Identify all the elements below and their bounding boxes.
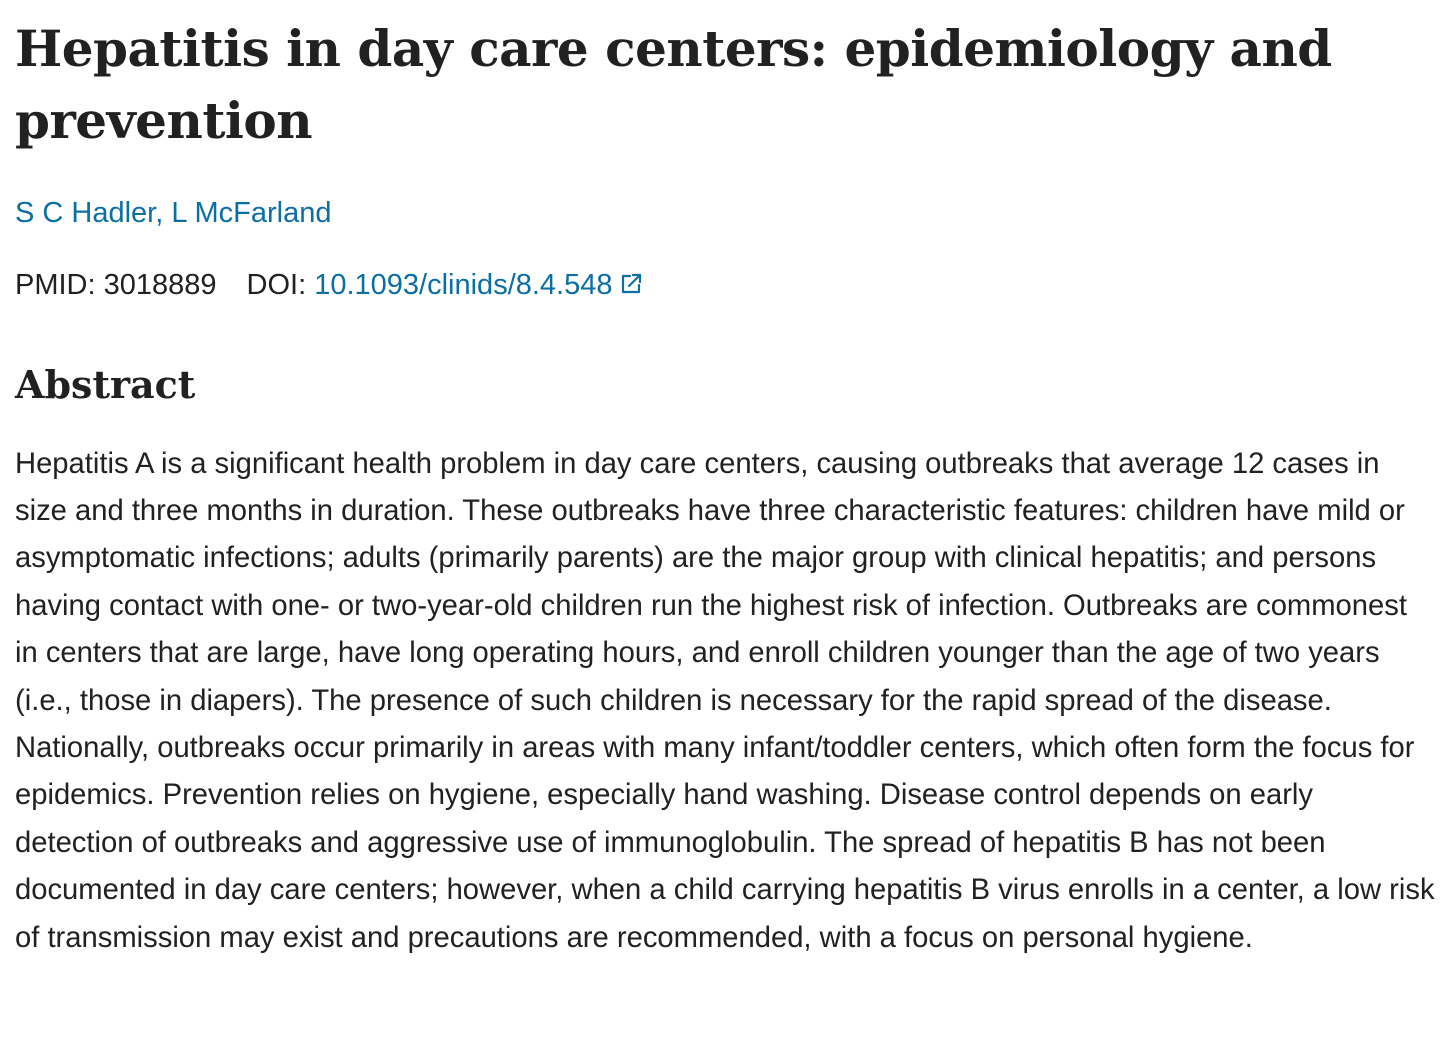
doi-group [247,267,643,303]
author-link[interactable]: L McFarland [171,197,332,229]
author-list [15,195,1440,231]
doi-value: 10.1093/clinids/8.4.548 [314,269,613,301]
abstract-text: Hepatitis A is a significant health problem in day care centers, causing outbreaks that average 12 cases in size and three months in duration. These outbreaks have three characteristic features: children have mild or asymptomatic infections; adults (primarily parents) are the major group with clinical hepatitis; and persons having contact with one- or two-year-old children run the highest risk of infection. Outbreaks are commonest in centers that are large, have long operating hours, and enroll children younger than the age of two years (i.e., those in diapers). The presence of such children is necessary for the rapid spread of the disease. Nationally, outbreaks occur primarily in areas with many infant/toddler centers, which often form the focus for epidemics. Prevention relies on hygiene, especially hand washing. Disease control depends on early detection of outbreaks and aggressive use of immunoglobulin. The spread of hepatitis B has not been documented in day care centers; however, when a child carrying hepatitis B virus enrolls in a center, a low risk of transmission may exist and precautions are recommended, with a focus on personal hygiene. [15,447,1435,954]
abstract-heading: Abstract [15,362,196,407]
author-link[interactable]: S C Hadler [15,197,156,229]
article-page [15,0,1440,991]
pmid-group [15,267,217,303]
doi-label: DOI: [246,269,307,301]
article-title: Hepatitis in day care centers: epidemiology and prevention [15,19,1332,150]
author-separator: , [155,197,164,229]
doi-link[interactable] [314,269,642,301]
article-identifiers [15,267,1440,303]
pmid-value: 3018889 [103,269,217,301]
external-link-icon [619,272,643,296]
pmid-label: PMID: [15,269,96,301]
